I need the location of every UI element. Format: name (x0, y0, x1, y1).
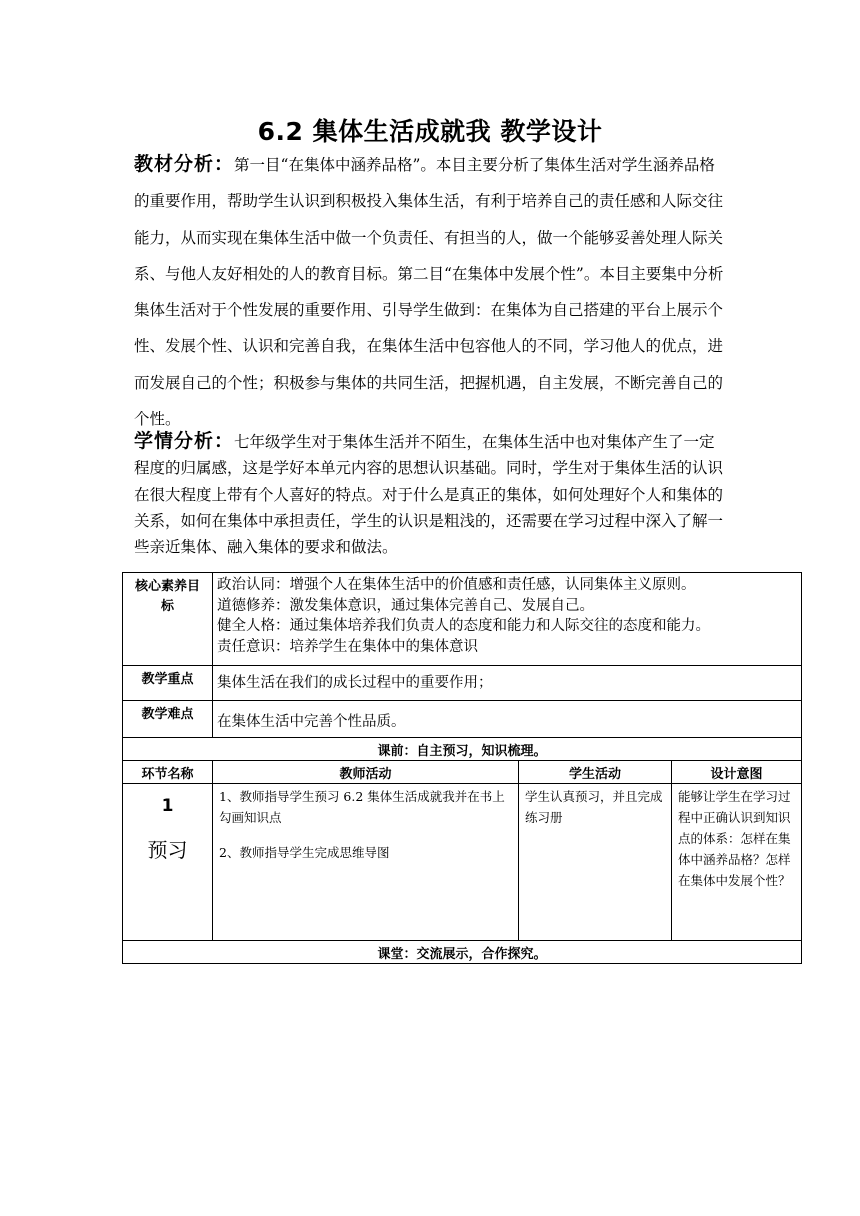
header-intent: 设计意图 (672, 761, 802, 784)
section-class-row (123, 941, 802, 964)
teacher-activity-2: 2、教师指导学生完成思维导图 (219, 845, 390, 860)
goal-personality: 健全人格：通过集体培养我们负责人的态度和能力和人际交往的态度和能力。 (217, 618, 710, 634)
lesson-plan-table (122, 572, 802, 964)
stage-row-preview (123, 784, 802, 941)
textbook-analysis-label: 教材分析： (134, 153, 235, 175)
goal-responsibility: 责任意识：培养学生在集体中的集体意识 (217, 638, 478, 655)
page-title: 6.2 集体生活成就我 教学设计 (257, 117, 603, 146)
learner-analysis (134, 428, 730, 560)
textbook-analysis-text: 第一目“在集体中涵养品格”。本目主要分析了集体生活对学生涵养品格的重要作用，帮助学生认识到积极投入集体生活，有利于培养自己的责任感和人际交往能力，从而实现在集体生活中做一个负责任、有担当的人，做一个能够妥善处理人际关系、与他人友好相处的人的教育目标。第二目“在集体中发展个性”。本目主要集中分析集体生活对于个性发展的重要作用、引导学生做到：在集体为自己搭建的平台上展示个性、发展个性、认识和完善自我，在集体生活中包容他人的不同，学习他人的优点，进而发展自己的个性；积极参与集体的共同生活，把握机遇，自主发展，不断完善自己的个性。 (134, 156, 724, 429)
core-literacy-row (123, 573, 802, 666)
stage-name: 预习 (147, 838, 188, 862)
learner-analysis-text: 七年级学生对于集体生活并不陌生，在集体生活中也对集体产生了一定程度的归属感，这是学好本单元内容的思想认识基础。同时，学生对于集体生活的认识在很大程度上带有个人喜好的特点。对于什么是真正的集体，如何处理好个人和集体的关系，如何在集体中承担责任，学生的认识是粗浅的，还需要在学习过程中深入了解一些亲近集体、融入集体的要求和做法。 (134, 433, 724, 557)
difficulty-label: 教学难点 (123, 701, 213, 738)
key-point-text: 集体生活在我们的成长过程中的重要作用； (213, 666, 802, 701)
core-literacy-goals (213, 573, 802, 666)
core-literacy-label: 核心素养目标 (123, 573, 213, 666)
section-before-row (123, 738, 802, 761)
goal-moral: 道德修养：激发集体意识，通过集体完善自己、发展自己。 (217, 597, 594, 614)
textbook-analysis (134, 146, 730, 437)
design-intent-cell (672, 784, 802, 941)
difficulty-row (123, 701, 802, 738)
stage-number: 1 (161, 796, 174, 816)
learner-analysis-label: 学情分析： (134, 430, 235, 452)
section-before-class: 课前：自主预习，知识梳理。 (123, 738, 802, 761)
design-intent: 能够让学生在学习过程中正确认识到知识点的体系：怎样在集体中涵养品格？怎样在集体中发展个性？ (678, 789, 791, 888)
teacher-activity-cell (213, 784, 519, 941)
student-activity: 学生认真预习，并且完成练习册 (525, 789, 663, 825)
goal-political: 政治认同：增强个人在集体生活中的价值感和责任感，认同集体主义原则。 (217, 577, 696, 593)
key-point-label: 教学重点 (123, 666, 213, 701)
header-student: 学生活动 (519, 761, 672, 784)
stage-cell (123, 784, 213, 941)
student-activity-cell (519, 784, 672, 941)
header-stage: 环节名称 (123, 761, 213, 784)
section-in-class: 课堂：交流展示，合作探究。 (123, 941, 802, 964)
header-teacher: 教师活动 (213, 761, 519, 784)
teacher-activity-1: 1、教师指导学生预习 6.2 集体生活成就我并在书上勾画知识点 (219, 789, 505, 825)
key-point-row (123, 666, 802, 701)
difficulty-text: 在集体生活中完善个性品质。 (213, 701, 802, 738)
table-header-row (123, 761, 802, 784)
